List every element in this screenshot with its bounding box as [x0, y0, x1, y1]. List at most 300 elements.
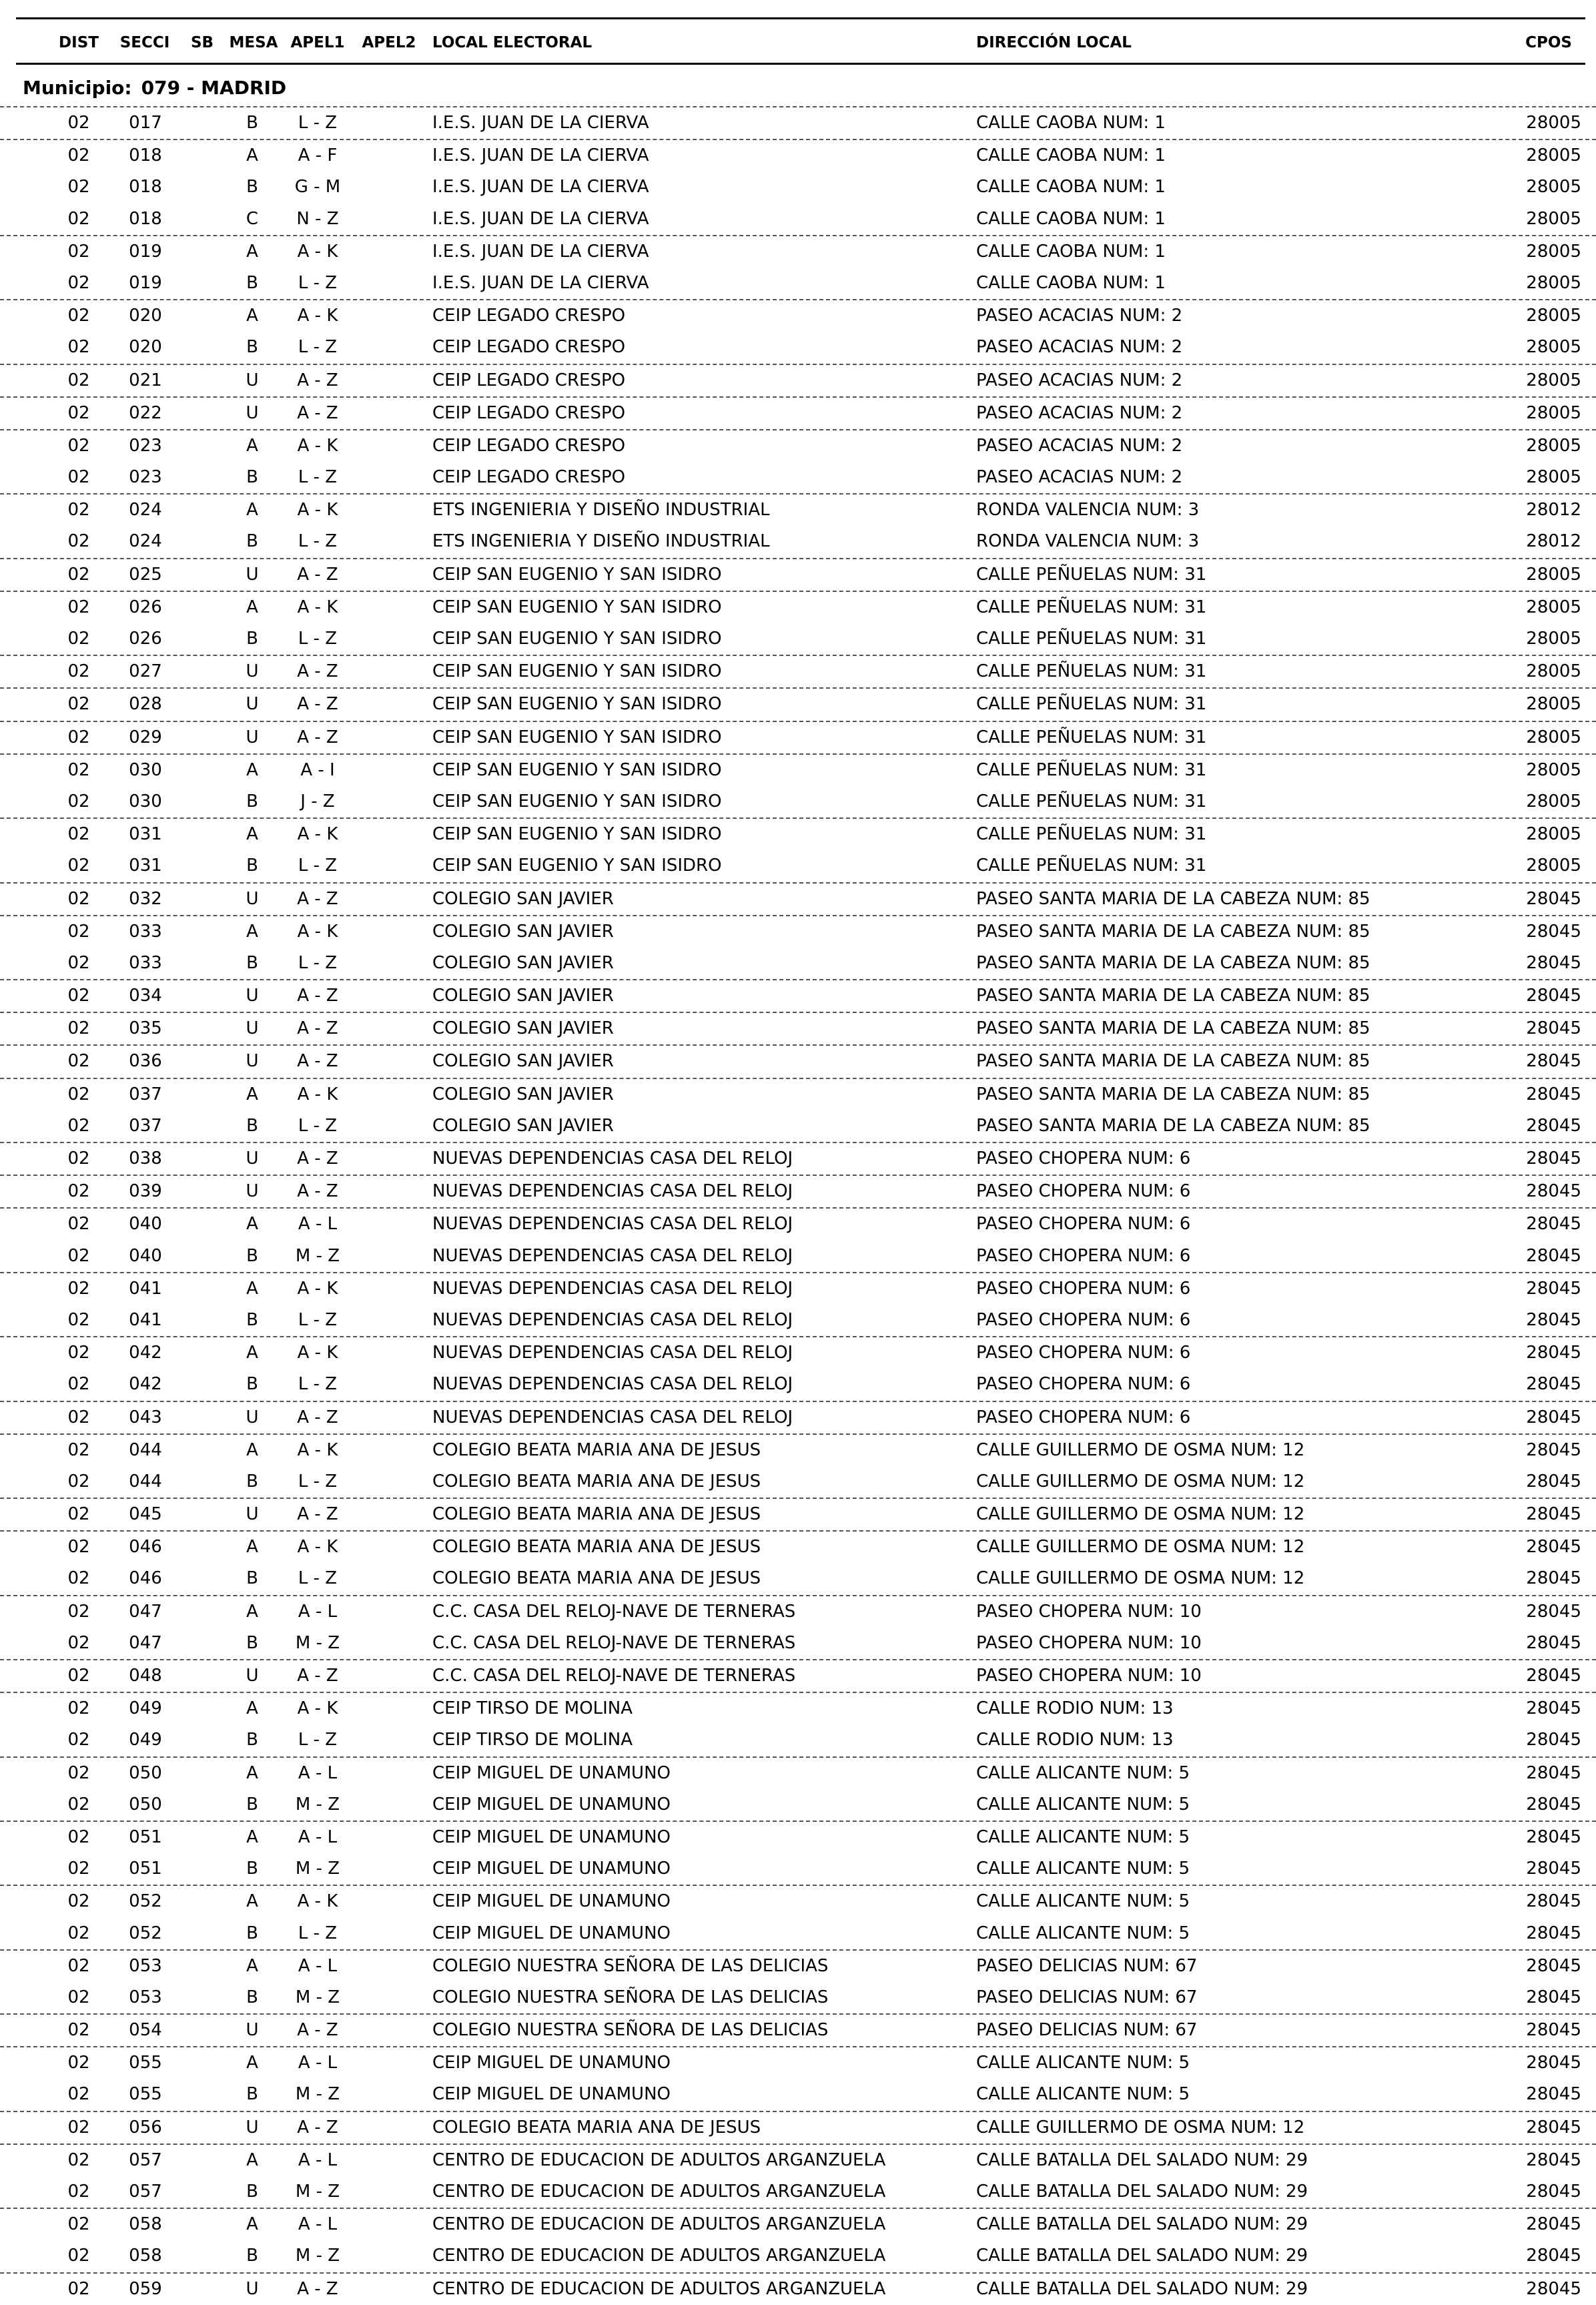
- cpos-cell: 28045: [1526, 2278, 1581, 2299]
- local-electoral-cell: COLEGIO BEATA MARIA ANA DE JESUS: [432, 2117, 761, 2137]
- dist-cell: 02: [67, 1018, 90, 1039]
- dist-cell: 02: [67, 1762, 90, 1783]
- local-electoral-cell: COLEGIO SAN JAVIER: [432, 888, 614, 909]
- local-electoral-cell: C.C. CASA DEL RELOJ-NAVE DE TERNERAS: [432, 1601, 796, 1622]
- local-electoral-cell: COLEGIO BEATA MARIA ANA DE JESUS: [432, 1471, 761, 1492]
- table-row: [0, 882, 1596, 915]
- apel1-range-cell: A - I: [300, 759, 335, 780]
- seccion-cell: 055: [129, 2053, 162, 2073]
- cpos-cell: 28045: [1526, 888, 1581, 909]
- seccion-cell: 042: [129, 1374, 162, 1395]
- seccion-cell: 022: [129, 402, 162, 423]
- table-row: [0, 753, 1596, 786]
- seccion-cell: 047: [129, 1632, 162, 1653]
- cpos-cell: 28005: [1526, 272, 1581, 293]
- mesa-cell: B: [246, 2182, 258, 2202]
- table-row: [0, 493, 1596, 526]
- apel1-range-cell: J - Z: [300, 791, 335, 811]
- direccion-cell: PASEO DELICIAS NUM: 67: [976, 1955, 1198, 1976]
- cpos-cell: 28005: [1526, 337, 1581, 358]
- mesa-cell: U: [246, 1148, 259, 1169]
- apel1-range-cell: A - L: [298, 2150, 338, 2170]
- direccion-cell: PASEO ACACIAS NUM: 2: [976, 435, 1183, 456]
- col-header-mesa: MESA: [229, 34, 278, 51]
- seccion-cell: 038: [129, 1148, 162, 1169]
- seccion-cell: 053: [129, 1987, 162, 2007]
- mesa-cell: B: [246, 113, 258, 133]
- cpos-cell: 28045: [1526, 1859, 1581, 1879]
- apel1-range-cell: A - K: [297, 1698, 338, 1719]
- mesa-cell: B: [246, 1471, 258, 1492]
- mesa-cell: C: [246, 208, 259, 229]
- cpos-cell: 28045: [1526, 1730, 1581, 1750]
- direccion-cell: CALLE BATALLA DEL SALADO NUM: 29: [976, 2150, 1308, 2170]
- seccion-cell: 044: [129, 1439, 162, 1460]
- dist-cell: 02: [67, 2084, 90, 2105]
- dist-cell: 02: [67, 1923, 90, 1943]
- table-row: [0, 1885, 1596, 1917]
- dist-cell: 02: [67, 145, 90, 166]
- cpos-cell: 28005: [1526, 208, 1581, 229]
- seccion-cell: 037: [129, 1084, 162, 1104]
- cpos-cell: 28045: [1526, 1407, 1581, 1427]
- apel1-range-cell: M - Z: [295, 1794, 340, 1815]
- col-header-apel2: APEL2: [362, 34, 416, 51]
- local-electoral-cell: CEIP LEGADO CRESPO: [432, 402, 626, 423]
- mesa-cell: U: [246, 888, 259, 909]
- direccion-cell: PASEO CHOPERA NUM: 6: [976, 1148, 1191, 1169]
- direccion-cell: PASEO DELICIAS NUM: 67: [976, 1987, 1198, 2007]
- direccion-cell: PASEO SANTA MARIA DE LA CABEZA NUM: 85: [976, 1018, 1370, 1039]
- apel1-range-cell: A - Z: [297, 2117, 338, 2137]
- local-electoral-cell: CEIP MIGUEL DE UNAMUNO: [432, 1891, 671, 1912]
- table-row: [0, 299, 1596, 332]
- mesa-cell: A: [246, 1537, 258, 1558]
- dist-cell: 02: [67, 1568, 90, 1589]
- cpos-cell: 28005: [1526, 402, 1581, 423]
- direccion-cell: CALLE CAOBA NUM: 1: [976, 241, 1166, 262]
- mesa-cell: U: [246, 370, 259, 390]
- apel1-range-cell: L - Z: [298, 1923, 338, 1943]
- apel1-range-cell: A - Z: [297, 1181, 338, 1202]
- seccion-cell: 049: [129, 1698, 162, 1719]
- seccion-cell: 058: [129, 2214, 162, 2235]
- dist-cell: 02: [67, 435, 90, 456]
- direccion-cell: PASEO CHOPERA NUM: 10: [976, 1601, 1202, 1622]
- mesa-cell: B: [246, 952, 258, 973]
- dist-cell: 02: [67, 824, 90, 845]
- cpos-cell: 28005: [1526, 177, 1581, 198]
- table-row: [0, 1853, 1596, 1885]
- mesa-cell: A: [246, 1698, 258, 1719]
- local-electoral-cell: CEIP LEGADO CRESPO: [432, 337, 626, 358]
- cpos-cell: 28045: [1526, 1666, 1581, 1686]
- direccion-cell: PASEO DELICIAS NUM: 67: [976, 2020, 1198, 2041]
- direccion-cell: CALLE CAOBA NUM: 1: [976, 272, 1166, 293]
- municipio-label: Municipio:: [23, 77, 132, 99]
- table-row: [0, 1336, 1596, 1369]
- seccion-cell: 056: [129, 2117, 162, 2137]
- local-electoral-cell: CENTRO DE EDUCACION DE ADULTOS ARGANZUELA: [432, 2246, 886, 2266]
- seccion-cell: 023: [129, 435, 162, 456]
- cpos-cell: 28045: [1526, 1504, 1581, 1525]
- direccion-cell: RONDA VALENCIA NUM: 3: [976, 500, 1200, 521]
- cpos-cell: 28045: [1526, 921, 1581, 942]
- apel1-range-cell: A - Z: [297, 1666, 338, 1686]
- mesa-cell: B: [246, 1923, 258, 1943]
- direccion-cell: CALLE ALICANTE NUM: 5: [976, 1891, 1190, 1912]
- table-row: [0, 1078, 1596, 1110]
- seccion-cell: 058: [129, 2246, 162, 2266]
- apel1-range-cell: A - Z: [297, 1407, 338, 1427]
- cpos-cell: 28045: [1526, 1214, 1581, 1235]
- cpos-cell: 28045: [1526, 2020, 1581, 2041]
- seccion-cell: 043: [129, 1407, 162, 1427]
- dist-cell: 02: [67, 177, 90, 198]
- local-electoral-cell: CEIP SAN EUGENIO Y SAN ISIDRO: [432, 661, 722, 682]
- seccion-cell: 018: [129, 177, 162, 198]
- direccion-cell: RONDA VALENCIA NUM: 3: [976, 531, 1200, 552]
- table-row: [0, 1207, 1596, 1240]
- seccion-cell: 020: [129, 337, 162, 358]
- seccion-cell: 052: [129, 1891, 162, 1912]
- direccion-cell: CALLE PEÑUELAS NUM: 31: [976, 824, 1207, 845]
- dist-cell: 02: [67, 986, 90, 1006]
- local-electoral-cell: CEIP SAN EUGENIO Y SAN ISIDRO: [432, 856, 722, 876]
- dist-cell: 02: [67, 1504, 90, 1525]
- seccion-cell: 024: [129, 500, 162, 521]
- direccion-cell: PASEO CHOPERA NUM: 6: [976, 1374, 1191, 1395]
- seccion-cell: 034: [129, 986, 162, 1006]
- direccion-cell: CALLE ALICANTE NUM: 5: [976, 1923, 1190, 1943]
- cpos-cell: 28045: [1526, 1471, 1581, 1492]
- apel1-range-cell: A - Z: [297, 564, 338, 585]
- apel1-range-cell: L - Z: [298, 1309, 338, 1330]
- local-electoral-cell: CEIP MIGUEL DE UNAMUNO: [432, 1923, 671, 1943]
- mesa-cell: A: [246, 1601, 258, 1622]
- cpos-cell: 28045: [1526, 1309, 1581, 1330]
- dist-cell: 02: [67, 1891, 90, 1912]
- municipio-value: 079 - MADRID: [141, 77, 287, 99]
- table-row: [0, 786, 1596, 817]
- table-row: [0, 1369, 1596, 1400]
- mesa-cell: A: [246, 1891, 258, 1912]
- table-row: [0, 1044, 1596, 1077]
- cpos-cell: 28012: [1526, 531, 1581, 552]
- seccion-cell: 041: [129, 1278, 162, 1299]
- table-row: [0, 139, 1596, 172]
- table-row: [0, 1756, 1596, 1789]
- local-electoral-cell: COLEGIO SAN JAVIER: [432, 921, 614, 942]
- local-electoral-cell: CEIP LEGADO CRESPO: [432, 370, 626, 390]
- cpos-cell: 28005: [1526, 694, 1581, 715]
- apel1-range-cell: A - K: [297, 1084, 338, 1104]
- seccion-cell: 036: [129, 1051, 162, 1072]
- direccion-cell: CALLE PEÑUELAS NUM: 31: [976, 661, 1207, 682]
- mesa-cell: A: [246, 759, 258, 780]
- apel1-range-cell: A - Z: [297, 1148, 338, 1169]
- dist-cell: 02: [67, 856, 90, 876]
- dist-cell: 02: [67, 500, 90, 521]
- mesa-cell: U: [246, 727, 259, 747]
- apel1-range-cell: M - Z: [295, 1859, 340, 1879]
- seccion-cell: 026: [129, 597, 162, 617]
- dist-cell: 02: [67, 2246, 90, 2266]
- direccion-cell: CALLE CAOBA NUM: 1: [976, 208, 1166, 229]
- table-row: [0, 235, 1596, 268]
- seccion-cell: 027: [129, 661, 162, 682]
- mesa-cell: U: [246, 2117, 259, 2137]
- table-row: [0, 1659, 1596, 1692]
- dist-cell: 02: [67, 1181, 90, 1202]
- dist-cell: 02: [67, 402, 90, 423]
- mesa-cell: A: [246, 500, 258, 521]
- dist-cell: 02: [67, 1407, 90, 1427]
- table-row: [0, 1433, 1596, 1466]
- table-row: [0, 850, 1596, 882]
- mesa-cell: U: [246, 564, 259, 585]
- seccion-cell: 033: [129, 952, 162, 973]
- table-row: [0, 1692, 1596, 1724]
- cpos-cell: 28005: [1526, 241, 1581, 262]
- table-row: [0, 687, 1596, 720]
- cpos-cell: 28005: [1526, 467, 1581, 488]
- local-electoral-cell: I.E.S. JUAN DE LA CIERVA: [432, 241, 649, 262]
- local-electoral-cell: COLEGIO SAN JAVIER: [432, 1115, 614, 1136]
- apel1-range-cell: A - K: [297, 1343, 338, 1363]
- direccion-cell: CALLE GUILLERMO DE OSMA NUM: 12: [976, 1504, 1305, 1525]
- seccion-cell: 057: [129, 2150, 162, 2170]
- table-row: [0, 2208, 1596, 2240]
- dist-cell: 02: [67, 629, 90, 649]
- table-row: [0, 1175, 1596, 1207]
- direccion-cell: PASEO SANTA MARIA DE LA CABEZA NUM: 85: [976, 888, 1370, 909]
- apel1-range-cell: A - K: [297, 1891, 338, 1912]
- apel1-range-cell: A - Z: [297, 661, 338, 682]
- direccion-cell: CALLE BATALLA DEL SALADO NUM: 29: [976, 2246, 1308, 2266]
- mesa-cell: B: [246, 272, 258, 293]
- local-electoral-cell: CEIP SAN EUGENIO Y SAN ISIDRO: [432, 694, 722, 715]
- mesa-cell: B: [246, 177, 258, 198]
- apel1-range-cell: A - K: [297, 597, 338, 617]
- apel1-range-cell: M - Z: [295, 2084, 340, 2105]
- apel1-range-cell: A - Z: [297, 370, 338, 390]
- direccion-cell: CALLE GUILLERMO DE OSMA NUM: 12: [976, 1471, 1305, 1492]
- cpos-cell: 28045: [1526, 1084, 1581, 1104]
- dist-cell: 02: [67, 1439, 90, 1460]
- direccion-cell: PASEO SANTA MARIA DE LA CABEZA NUM: 85: [976, 1084, 1370, 1104]
- cpos-cell: 28045: [1526, 1632, 1581, 1653]
- mesa-cell: A: [246, 1343, 258, 1363]
- mesa-cell: B: [246, 1632, 258, 1653]
- apel1-range-cell: M - Z: [295, 2246, 340, 2266]
- mesa-cell: A: [246, 824, 258, 845]
- table-row: [0, 591, 1596, 623]
- apel1-range-cell: L - Z: [298, 272, 338, 293]
- cpos-cell: 28045: [1526, 2182, 1581, 2202]
- local-electoral-cell: COLEGIO NUESTRA SEÑORA DE LAS DELICIAS: [432, 2020, 829, 2041]
- cpos-cell: 28045: [1526, 1601, 1581, 1622]
- local-electoral-cell: COLEGIO SAN JAVIER: [432, 952, 614, 973]
- seccion-cell: 021: [129, 370, 162, 390]
- local-electoral-cell: CEIP MIGUEL DE UNAMUNO: [432, 1827, 671, 1847]
- cpos-cell: 28045: [1526, 1537, 1581, 1558]
- apel1-range-cell: A - Z: [297, 888, 338, 909]
- seccion-cell: 046: [129, 1568, 162, 1589]
- table-row: [0, 204, 1596, 235]
- table-row: [0, 2176, 1596, 2208]
- dist-cell: 02: [67, 791, 90, 811]
- mesa-cell: B: [246, 1859, 258, 1879]
- cpos-cell: 28005: [1526, 113, 1581, 133]
- mesa-cell: B: [246, 1730, 258, 1750]
- dist-cell: 02: [67, 1955, 90, 1976]
- mesa-cell: B: [246, 791, 258, 811]
- apel1-range-cell: L - Z: [298, 467, 338, 488]
- dist-cell: 02: [67, 661, 90, 682]
- seccion-cell: 019: [129, 241, 162, 262]
- cpos-cell: 28045: [1526, 1181, 1581, 1202]
- table-row: [0, 623, 1596, 655]
- cpos-cell: 28045: [1526, 2117, 1581, 2137]
- apel1-range-cell: A - K: [297, 1278, 338, 1299]
- mesa-cell: U: [246, 661, 259, 682]
- local-electoral-cell: I.E.S. JUAN DE LA CIERVA: [432, 208, 649, 229]
- cpos-cell: 28012: [1526, 500, 1581, 521]
- local-electoral-cell: CENTRO DE EDUCACION DE ADULTOS ARGANZUELA: [432, 2182, 886, 2202]
- mesa-cell: B: [246, 1374, 258, 1395]
- seccion-cell: 031: [129, 856, 162, 876]
- local-electoral-cell: CEIP MIGUEL DE UNAMUNO: [432, 2084, 671, 2105]
- seccion-cell: 047: [129, 1601, 162, 1622]
- apel1-range-cell: G - M: [294, 177, 341, 198]
- direccion-cell: CALLE BATALLA DEL SALADO NUM: 29: [976, 2278, 1308, 2299]
- mesa-cell: A: [246, 1278, 258, 1299]
- local-electoral-cell: CENTRO DE EDUCACION DE ADULTOS ARGANZUELA: [432, 2150, 886, 2170]
- dist-cell: 02: [67, 2214, 90, 2235]
- table-row: [0, 2046, 1596, 2079]
- apel1-range-cell: L - Z: [298, 1471, 338, 1492]
- dist-cell: 02: [67, 1278, 90, 1299]
- seccion-cell: 018: [129, 145, 162, 166]
- apel1-range-cell: A - K: [297, 435, 338, 456]
- direccion-cell: PASEO CHOPERA NUM: 10: [976, 1666, 1202, 1686]
- mesa-cell: B: [246, 1309, 258, 1330]
- mesa-cell: B: [246, 856, 258, 876]
- dist-cell: 02: [67, 272, 90, 293]
- dist-cell: 02: [67, 2150, 90, 2170]
- seccion-cell: 048: [129, 1666, 162, 1686]
- dist-cell: 02: [67, 1148, 90, 1169]
- cpos-cell: 28045: [1526, 1923, 1581, 1943]
- table-row: [0, 2240, 1596, 2272]
- local-electoral-cell: C.C. CASA DEL RELOJ-NAVE DE TERNERAS: [432, 1666, 796, 1686]
- municipio-heading: [23, 75, 296, 101]
- seccion-cell: 026: [129, 629, 162, 649]
- apel1-range-cell: A - K: [297, 1439, 338, 1460]
- table-row: [0, 364, 1596, 396]
- dist-cell: 02: [67, 1632, 90, 1653]
- dist-cell: 02: [67, 597, 90, 617]
- local-electoral-cell: I.E.S. JUAN DE LA CIERVA: [432, 177, 649, 198]
- direccion-cell: CALLE PEÑUELAS NUM: 31: [976, 791, 1207, 811]
- cpos-cell: 28045: [1526, 1762, 1581, 1783]
- apel1-range-cell: A - L: [298, 1955, 338, 1976]
- table-row: [0, 332, 1596, 363]
- seccion-cell: 028: [129, 694, 162, 715]
- mesa-cell: U: [246, 2278, 259, 2299]
- col-header-secci: SECCI: [119, 34, 170, 51]
- direccion-cell: CALLE PEÑUELAS NUM: 31: [976, 564, 1207, 585]
- dist-cell: 02: [67, 241, 90, 262]
- dist-cell: 02: [67, 1859, 90, 1879]
- direccion-cell: CALLE GUILLERMO DE OSMA NUM: 12: [976, 1537, 1305, 1558]
- table-row: [0, 526, 1596, 557]
- apel1-range-cell: A - F: [298, 145, 338, 166]
- dist-cell: 02: [67, 1214, 90, 1235]
- seccion-cell: 020: [129, 306, 162, 326]
- mesa-cell: U: [246, 1666, 259, 1686]
- direccion-cell: CALLE ALICANTE NUM: 5: [976, 1794, 1190, 1815]
- seccion-cell: 053: [129, 1955, 162, 1976]
- mesa-cell: B: [246, 337, 258, 358]
- apel1-range-cell: A - Z: [297, 2278, 338, 2299]
- apel1-range-cell: A - Z: [297, 694, 338, 715]
- direccion-cell: CALLE PEÑUELAS NUM: 31: [976, 597, 1207, 617]
- apel1-range-cell: L - Z: [298, 113, 338, 133]
- local-electoral-cell: NUEVAS DEPENDENCIAS CASA DEL RELOJ: [432, 1374, 793, 1395]
- cpos-cell: 28045: [1526, 1374, 1581, 1395]
- local-electoral-cell: ETS INGENIERIA Y DISEÑO INDUSTRIAL: [432, 531, 770, 552]
- local-electoral-cell: I.E.S. JUAN DE LA CIERVA: [432, 272, 649, 293]
- seccion-cell: 017: [129, 113, 162, 133]
- mesa-cell: A: [246, 306, 258, 326]
- cpos-cell: 28045: [1526, 1698, 1581, 1719]
- table-row: [0, 106, 1596, 139]
- direccion-cell: CALLE ALICANTE NUM: 5: [976, 1827, 1190, 1847]
- table-row: [0, 2013, 1596, 2046]
- seccion-cell: 055: [129, 2084, 162, 2105]
- polling-table: [0, 106, 1596, 2305]
- local-electoral-cell: I.E.S. JUAN DE LA CIERVA: [432, 113, 649, 133]
- cpos-cell: 28045: [1526, 1343, 1581, 1363]
- local-electoral-cell: CEIP SAN EUGENIO Y SAN ISIDRO: [432, 629, 722, 649]
- seccion-cell: 050: [129, 1794, 162, 1815]
- dist-cell: 02: [67, 1309, 90, 1330]
- col-header-dist: DIST: [59, 34, 99, 51]
- apel1-range-cell: A - L: [298, 1827, 338, 1847]
- table-row: [0, 1401, 1596, 1433]
- seccion-cell: 030: [129, 791, 162, 811]
- direccion-cell: PASEO CHOPERA NUM: 6: [976, 1343, 1191, 1363]
- dist-cell: 02: [67, 1987, 90, 2007]
- table-row: [0, 1305, 1596, 1336]
- apel1-range-cell: A - K: [297, 306, 338, 326]
- cpos-cell: 28005: [1526, 759, 1581, 780]
- dist-cell: 02: [67, 1666, 90, 1686]
- direccion-cell: PASEO SANTA MARIA DE LA CABEZA NUM: 85: [976, 986, 1370, 1006]
- cpos-cell: 28045: [1526, 1439, 1581, 1460]
- table-row: [0, 1628, 1596, 1659]
- table-row: [0, 1498, 1596, 1530]
- direccion-cell: CALLE PEÑUELAS NUM: 31: [976, 727, 1207, 747]
- local-electoral-cell: COLEGIO NUESTRA SEÑORA DE LAS DELICIAS: [432, 1987, 829, 2007]
- dist-cell: 02: [67, 467, 90, 488]
- cpos-cell: 28005: [1526, 370, 1581, 390]
- apel1-range-cell: L - Z: [298, 1374, 338, 1395]
- seccion-cell: 024: [129, 531, 162, 552]
- table-row: [0, 2079, 1596, 2110]
